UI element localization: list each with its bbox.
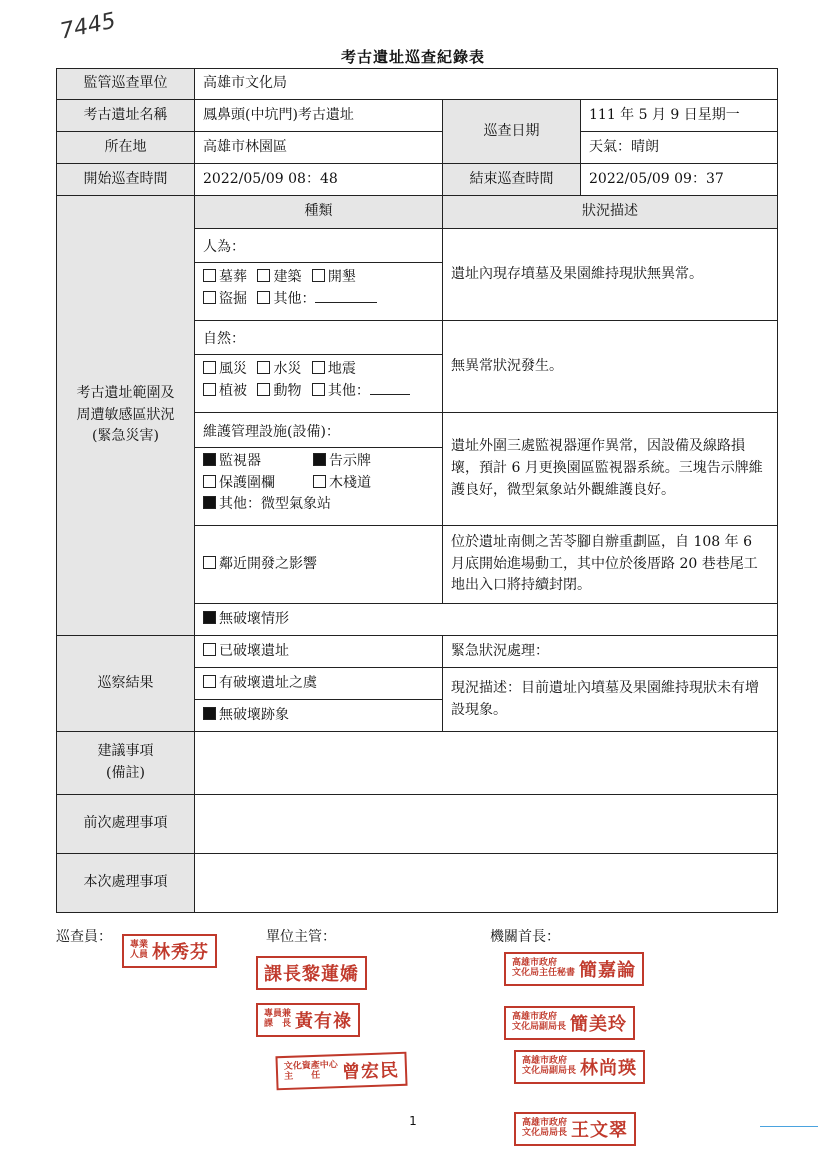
result-none-cell	[195, 700, 443, 732]
opt-animal: 動物	[273, 383, 302, 399]
checkbox-monitor[interactable]	[203, 453, 216, 466]
env-label-line1: 考古遺址範圍及	[76, 384, 175, 401]
emergency-cell: 緊急狀況處理：	[443, 636, 778, 668]
checkbox-vegetation[interactable]	[203, 383, 216, 396]
checkbox-flood[interactable]	[257, 361, 270, 374]
end-time-value: 2022/05/09 09：37	[581, 164, 778, 196]
nearby-desc: 位於遺址南側之苦苓腳自辦重劃區，自 108 年 6 月底開始進場動工，其中位於後厝路 20 巷巷尾工地出入口將持續封閉。	[443, 526, 778, 604]
weather-value: 天氣：晴朗	[581, 132, 778, 164]
maint-desc: 遺址外圍三處監視器運作異常，因設備及線路損壞，預計 6 月更換園區監視器系統。三塊告示牌維護良好，微型氣象站外觀維護良好。	[443, 413, 778, 526]
env-label-line2: 周遭敏感區狀況	[76, 406, 175, 423]
no-damage-cell	[195, 604, 778, 636]
opt-damaged: 已破壞遺址	[219, 642, 289, 659]
checkbox-looting[interactable]	[203, 291, 216, 304]
page-title: 考古遺址巡查紀錄表	[340, 48, 485, 66]
date-value: 111 年 5 月 9 日星期一	[581, 100, 778, 132]
unit-value: 高雄市文化局	[195, 69, 778, 100]
natural-heading: 自然：	[195, 326, 442, 355]
this-value[interactable]	[195, 854, 778, 913]
stamp-specialist: 專員兼 課 長 黃有祿	[256, 1003, 360, 1037]
page-number: 1	[409, 1114, 417, 1128]
prev-value[interactable]	[195, 795, 778, 854]
maint-heading: 維護管理設施(設備)：	[195, 419, 442, 448]
checkbox-none[interactable]	[203, 707, 216, 720]
opt-tomb: 墓葬	[219, 269, 247, 286]
checkbox-risk[interactable]	[203, 675, 216, 688]
natural-cell	[195, 321, 443, 413]
opt-wind: 風災	[219, 361, 247, 378]
opt-boardwalk: 木棧道	[329, 474, 371, 491]
checkbox-maint-other[interactable]	[203, 496, 216, 509]
stamp-deputy-director-2: 高雄市政府 文化局副局長 林尚瑛	[514, 1050, 645, 1084]
stamp-director: 高雄市政府 文化局局長 王文翠	[514, 1112, 636, 1146]
opt-quake: 地震	[327, 361, 356, 378]
stamp-deputy-director-1: 高雄市政府 文化局副局長 簡美玲	[504, 1006, 635, 1040]
natural-desc: 無異常狀況發生。	[443, 321, 778, 413]
maint-cell	[195, 413, 443, 526]
opt-monitor: 監視器	[219, 452, 261, 469]
opt-looting: 盜掘	[219, 291, 247, 307]
result-damaged-cell	[195, 636, 443, 668]
col-desc-header: 狀況描述	[443, 196, 778, 229]
start-time-value: 2022/05/09 08：48	[195, 164, 443, 196]
opt-risk: 有破壞遺址之虞	[219, 674, 317, 691]
natural-other-blank[interactable]	[370, 384, 410, 395]
start-time-label: 開始巡查時間	[57, 164, 195, 196]
stamp-center-director: 文化資產中心 主 任 曾宏民	[275, 1052, 407, 1091]
head-label: 機關首長：	[490, 929, 560, 945]
checkbox-nearby[interactable]	[203, 556, 216, 569]
checkbox-damaged[interactable]	[203, 643, 216, 656]
result-label: 巡察結果	[57, 636, 195, 732]
human-other-blank[interactable]	[315, 292, 377, 303]
human-desc: 遺址內現存墳墓及果園維持現狀無異常。	[443, 229, 778, 321]
opt-building: 建築	[273, 269, 302, 286]
checkbox-fence[interactable]	[203, 475, 216, 488]
result-risk-cell	[195, 668, 443, 700]
opt-flood: 水災	[273, 361, 302, 378]
human-heading: 人為：	[195, 234, 442, 263]
opt-human-other: 其他：	[273, 291, 316, 307]
site-label: 考古遺址名稱	[57, 100, 195, 132]
opt-none: 無破壞跡象	[219, 706, 289, 723]
unit-label: 監管巡查單位	[57, 69, 195, 100]
handwritten-number: 7445	[58, 8, 118, 45]
col-type-header: 種類	[195, 196, 443, 229]
opt-maint-other: 其他：微型氣象站	[219, 496, 331, 513]
opt-cultivation: 開墾	[327, 269, 356, 286]
this-label: 本次處理事項	[57, 854, 195, 913]
checkbox-sign[interactable]	[313, 453, 326, 466]
opt-fence: 保護圍欄	[219, 474, 275, 491]
prev-label: 前次處理事項	[57, 795, 195, 854]
opt-natural-other: 其他：	[327, 383, 370, 399]
location-value: 高雄市林園區	[195, 132, 443, 164]
opt-vegetation: 植被	[219, 383, 247, 399]
checkbox-wind[interactable]	[203, 361, 216, 374]
advice-value[interactable]	[195, 732, 778, 795]
advice-label-line2: (備註)	[106, 765, 145, 781]
location-label: 所在地	[57, 132, 195, 164]
checkbox-no-damage[interactable]	[203, 611, 216, 624]
env-label-line3: (緊急災害)	[92, 428, 159, 445]
decorative-line	[760, 1126, 818, 1127]
advice-label-line1: 建議事項	[97, 743, 154, 760]
opt-sign: 告示牌	[329, 452, 371, 469]
stamp-section-chief: 課長黎蓮嬌	[256, 956, 367, 990]
advice-label	[57, 732, 195, 795]
stamp-chief-secretary: 高雄市政府 文化局主任秘書 簡嘉論	[504, 952, 644, 986]
opt-no-damage: 無破壞情形	[219, 610, 289, 627]
stamp-inspector: 專業 人員 林秀芬	[122, 934, 217, 968]
checkbox-building[interactable]	[257, 269, 270, 282]
supervisor-label: 單位主管：	[266, 929, 336, 945]
date-label: 巡查日期	[443, 100, 581, 164]
checkbox-natural-other[interactable]	[312, 383, 325, 396]
inspection-form	[56, 68, 778, 913]
checkbox-animal[interactable]	[257, 383, 270, 396]
opt-nearby: 鄰近開發之影響	[219, 555, 317, 572]
inspector-label: 巡查員：	[56, 929, 112, 945]
human-cell	[195, 229, 443, 321]
checkbox-cultivation[interactable]	[312, 269, 325, 282]
checkbox-human-other[interactable]	[257, 291, 270, 304]
env-label	[57, 196, 195, 636]
nearby-cell	[195, 526, 443, 604]
checkbox-boardwalk[interactable]	[313, 475, 326, 488]
end-time-label: 結束巡查時間	[443, 164, 581, 196]
site-value: 鳳鼻頭(中坑門)考古遺址	[195, 100, 443, 132]
status-cell: 現況描述：目前遺址內墳墓及果園維持現狀未有增設現象。	[443, 668, 778, 732]
checkbox-quake[interactable]	[312, 361, 325, 374]
checkbox-tomb[interactable]	[203, 269, 216, 282]
